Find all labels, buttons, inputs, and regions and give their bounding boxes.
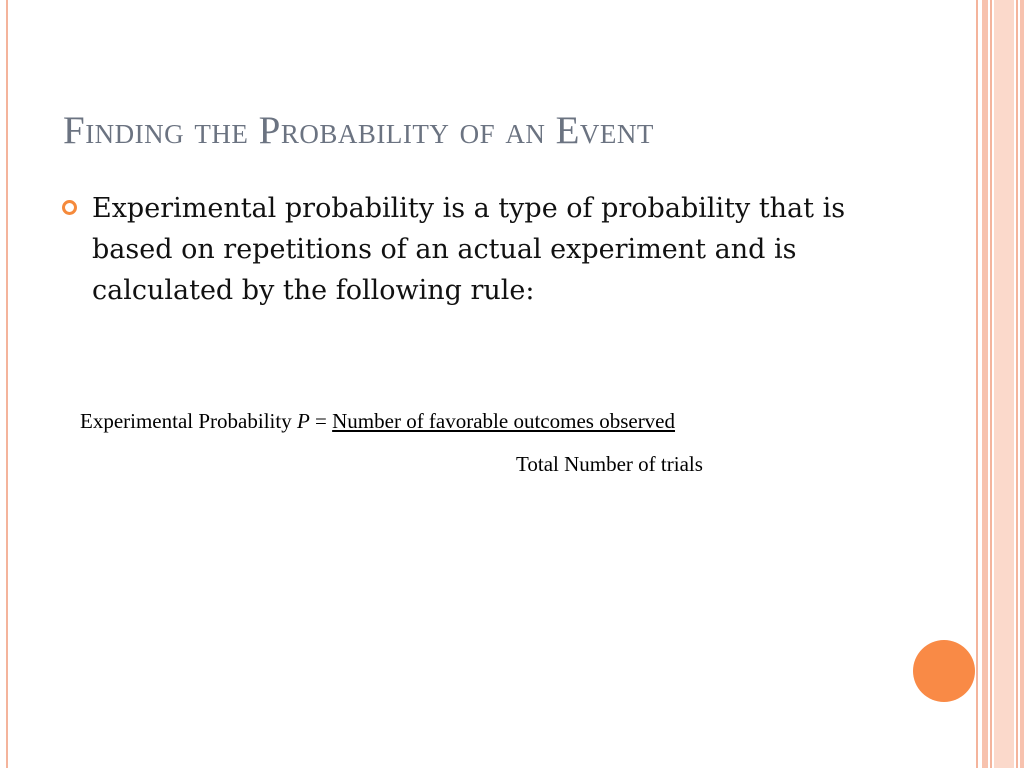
right-decorative-stripes xyxy=(976,0,1024,768)
stripe xyxy=(976,0,978,768)
bullet-text: Experimental probability is a type of probability that is based on repetitions of an actual experiment and is calculated by the following rule: xyxy=(92,193,846,306)
hollow-circle-bullet-icon xyxy=(62,200,77,215)
formula-numerator: Number of favorable outcomes observed xyxy=(332,409,676,433)
formula-label: Experimental Probability xyxy=(80,409,297,433)
stripe xyxy=(982,0,988,768)
left-border-rule xyxy=(6,0,8,768)
stripe xyxy=(1020,0,1024,768)
stripe xyxy=(994,0,1014,768)
stripe xyxy=(1016,0,1018,768)
formula-equals: = xyxy=(309,409,333,433)
orange-circle-decoration xyxy=(913,640,975,702)
formula-denominator: Total Number of trials xyxy=(516,452,703,476)
slide-title: Finding the Probability of an Event xyxy=(63,109,654,152)
formula-line xyxy=(80,409,675,434)
stripe xyxy=(990,0,992,768)
formula-variable: P xyxy=(296,409,310,433)
